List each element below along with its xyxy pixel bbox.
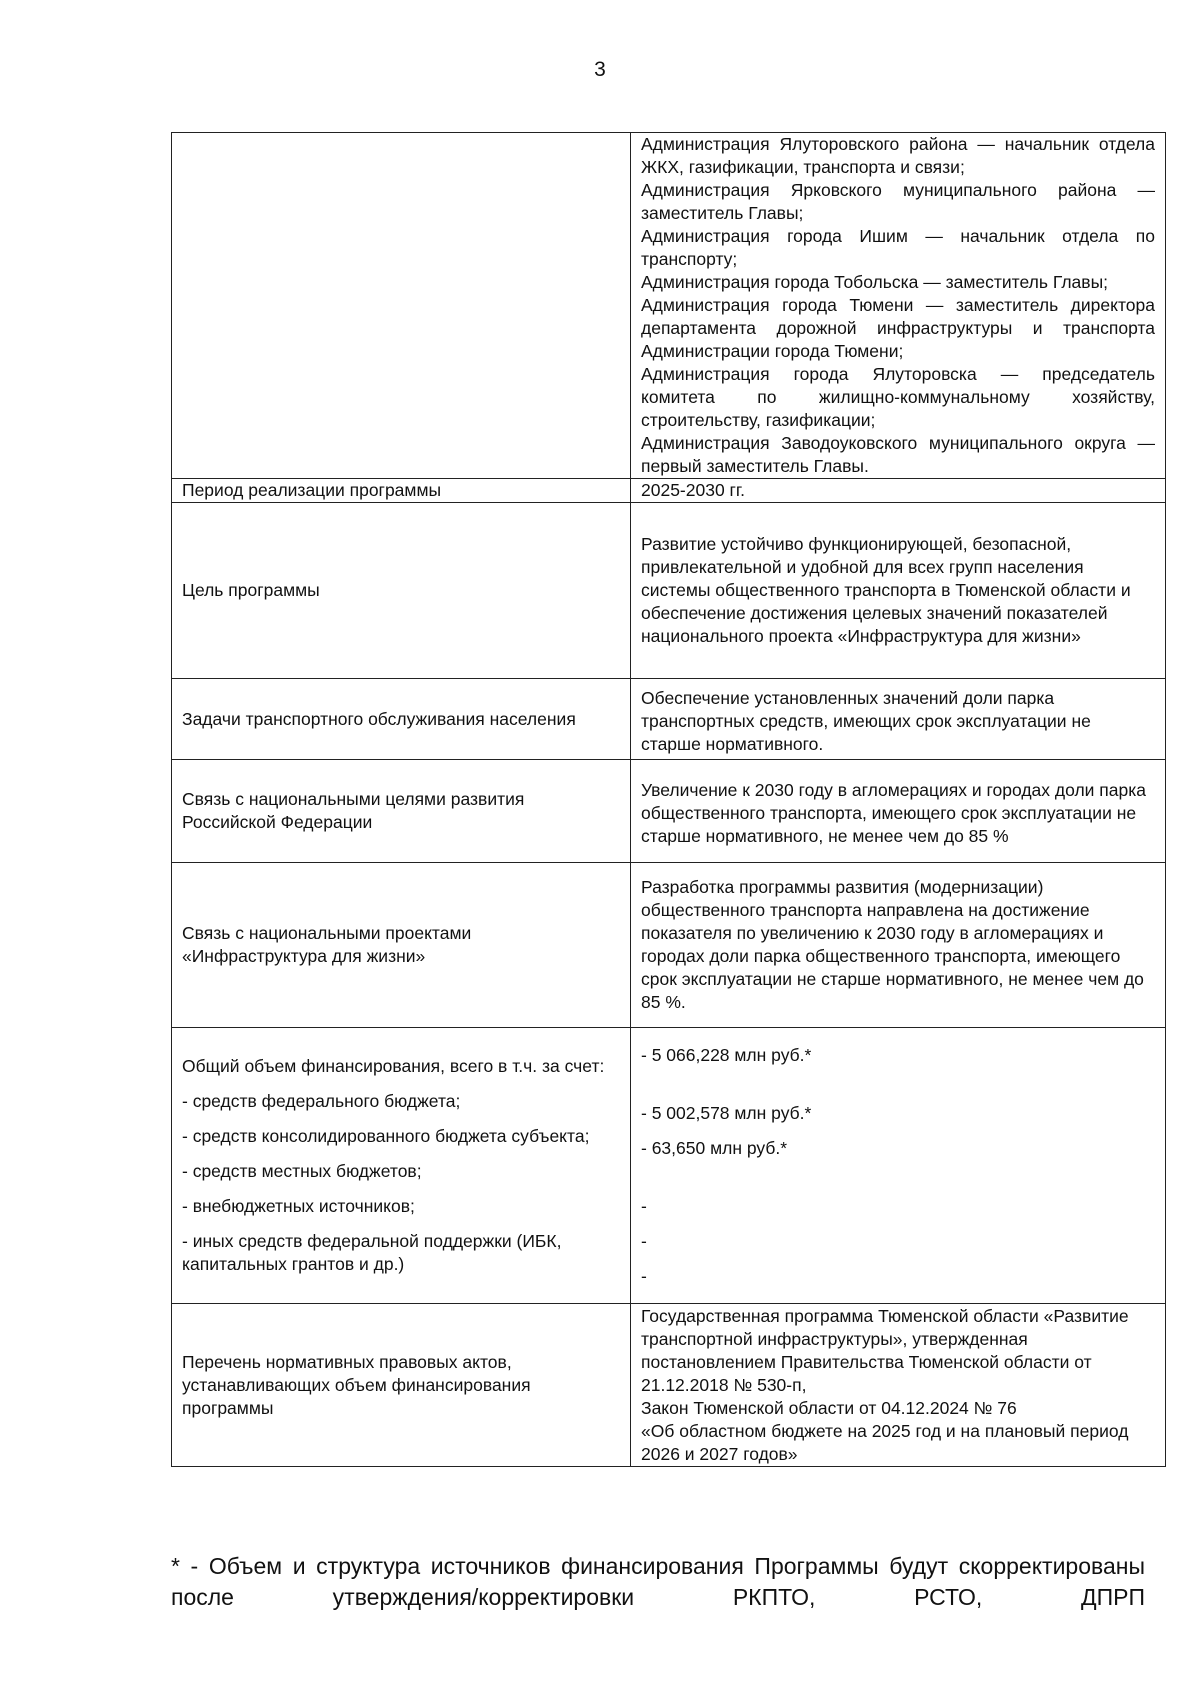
period-label: Период реализации программы [172,479,631,503]
program-passport-table [171,132,1166,1467]
financing-label: - средств консолидированного бюджета субъекта; [182,1126,590,1146]
legal-act-line: Закон Тюменской области от 04.12.2024 № 76 [641,1397,1017,1418]
financing-label: Общий объем финансирования, всего в т.ч. за счет: [182,1056,605,1076]
administration-entry: Администрация города Ялуторовска — председатель комитета по жилищно-коммунальному хозяйству, строительству, газификации; [641,364,1155,430]
financing-values [631,1028,1166,1304]
goal-value: Развитие устойчиво функционирующей, безопасной, привлекательной и удобной для всех групп населения системы общественного транспорта в Тюменской области и обеспечение достижения целевых значений показателей национального проекта «Инфраструктура для жизни» [631,503,1166,679]
legal-act-line: «Об областном бюджете на 2025 год и на плановый период 2026 и 2027 годов» [641,1420,1129,1464]
goal-label: Цель программы [172,503,631,679]
table-row-national-goals [172,760,1166,863]
table-row-goal [172,503,1166,679]
tasks-label: Задачи транспортного обслуживания населения [172,679,631,760]
tasks-value: Обеспечение установленных значений доли парка транспортных средств, имеющих срок эксплуатации не старше нормативного. [631,679,1166,760]
national-goals-label: Связь с национальными целями развития Российской Федерации [172,760,631,863]
financing-value: - 63,650 млн руб.* [641,1137,788,1158]
footnote: * - Объем и структура источников финансирования Программы будут скорректированы после утверждения/корректировки РКПТО, РСТО, ДПРП [171,1553,1145,1610]
administration-entry: Администрация города Тобольска — заместитель Главы; [641,272,1109,292]
national-goals-value: Увеличение к 2030 году в агломерациях и городах доли парка общественного транспорта, имеющего срок эксплуатации не старше нормативного, не менее чем до 85 % [631,760,1166,863]
financing-value: - 5 066,228 млн руб.* [641,1044,812,1065]
financing-label: - иных средств федеральной поддержки (ИБК, капитальных грантов и др.) [182,1231,562,1274]
period-value: 2025-2030 гг. [631,479,1166,503]
table-row-legal-acts [172,1304,1166,1467]
legal-act-line: Государственная программа Тюменской области «Развитие транспортной инфраструктуры», утвержденная постановлением Правительства Тюменской области от 21.12.2018 № 530-п, [641,1305,1129,1395]
financing-value: - [641,1230,647,1251]
financing-label: - внебюджетных источников; [182,1196,415,1216]
financing-value: - [641,1195,647,1216]
administrations-cell [631,133,1166,479]
administration-entry: Администрация города Ишим — начальник отдела по транспорту; [641,226,1155,269]
administration-entry: Администрация города Тюмени — заместитель директора департамента дорожной инфраструктуры и транспорта Администрации города Тюмени; [641,295,1155,361]
administration-entry: Администрация Ялуторовского района — начальник отдела ЖКХ, газификации, транспорта и связи; [641,134,1155,177]
legal-acts-label: Перечень нормативных правовых актов, устанавливающих объем финансирования программы [172,1304,631,1467]
table-row-tasks [172,679,1166,760]
administration-entry: Администрация Заводоуковского муниципального округа — первый заместитель Главы. [641,433,1155,476]
table-row-national-projects [172,863,1166,1028]
legal-acts-value [631,1304,1166,1467]
financing-value: - [641,1265,647,1286]
table-row-period [172,479,1166,503]
table-row-administrations [172,133,1166,479]
financing-labels [172,1028,631,1304]
financing-label: - средств местных бюджетов; [182,1161,422,1181]
financing-value: - 5 002,578 млн руб.* [641,1102,812,1123]
table-cell-empty [172,133,631,479]
page-number: 3 [594,58,606,81]
national-projects-value: Разработка программы развития (модернизации) общественного транспорта направлена на достижение показателя по увеличению к 2030 году в агломерациях и городах доли парка общественного транспорта, имеющего срок эксплуатации не старше нормативного, не менее чем до 85 %. [631,863,1166,1028]
administration-entry: Администрация Ярковского муниципального района — заместитель Главы; [641,180,1155,223]
national-projects-label: Связь с национальными проектами «Инфраструктура для жизни» [172,863,631,1028]
table-row-financing [172,1028,1166,1304]
financing-label: - средств федерального бюджета; [182,1091,461,1111]
